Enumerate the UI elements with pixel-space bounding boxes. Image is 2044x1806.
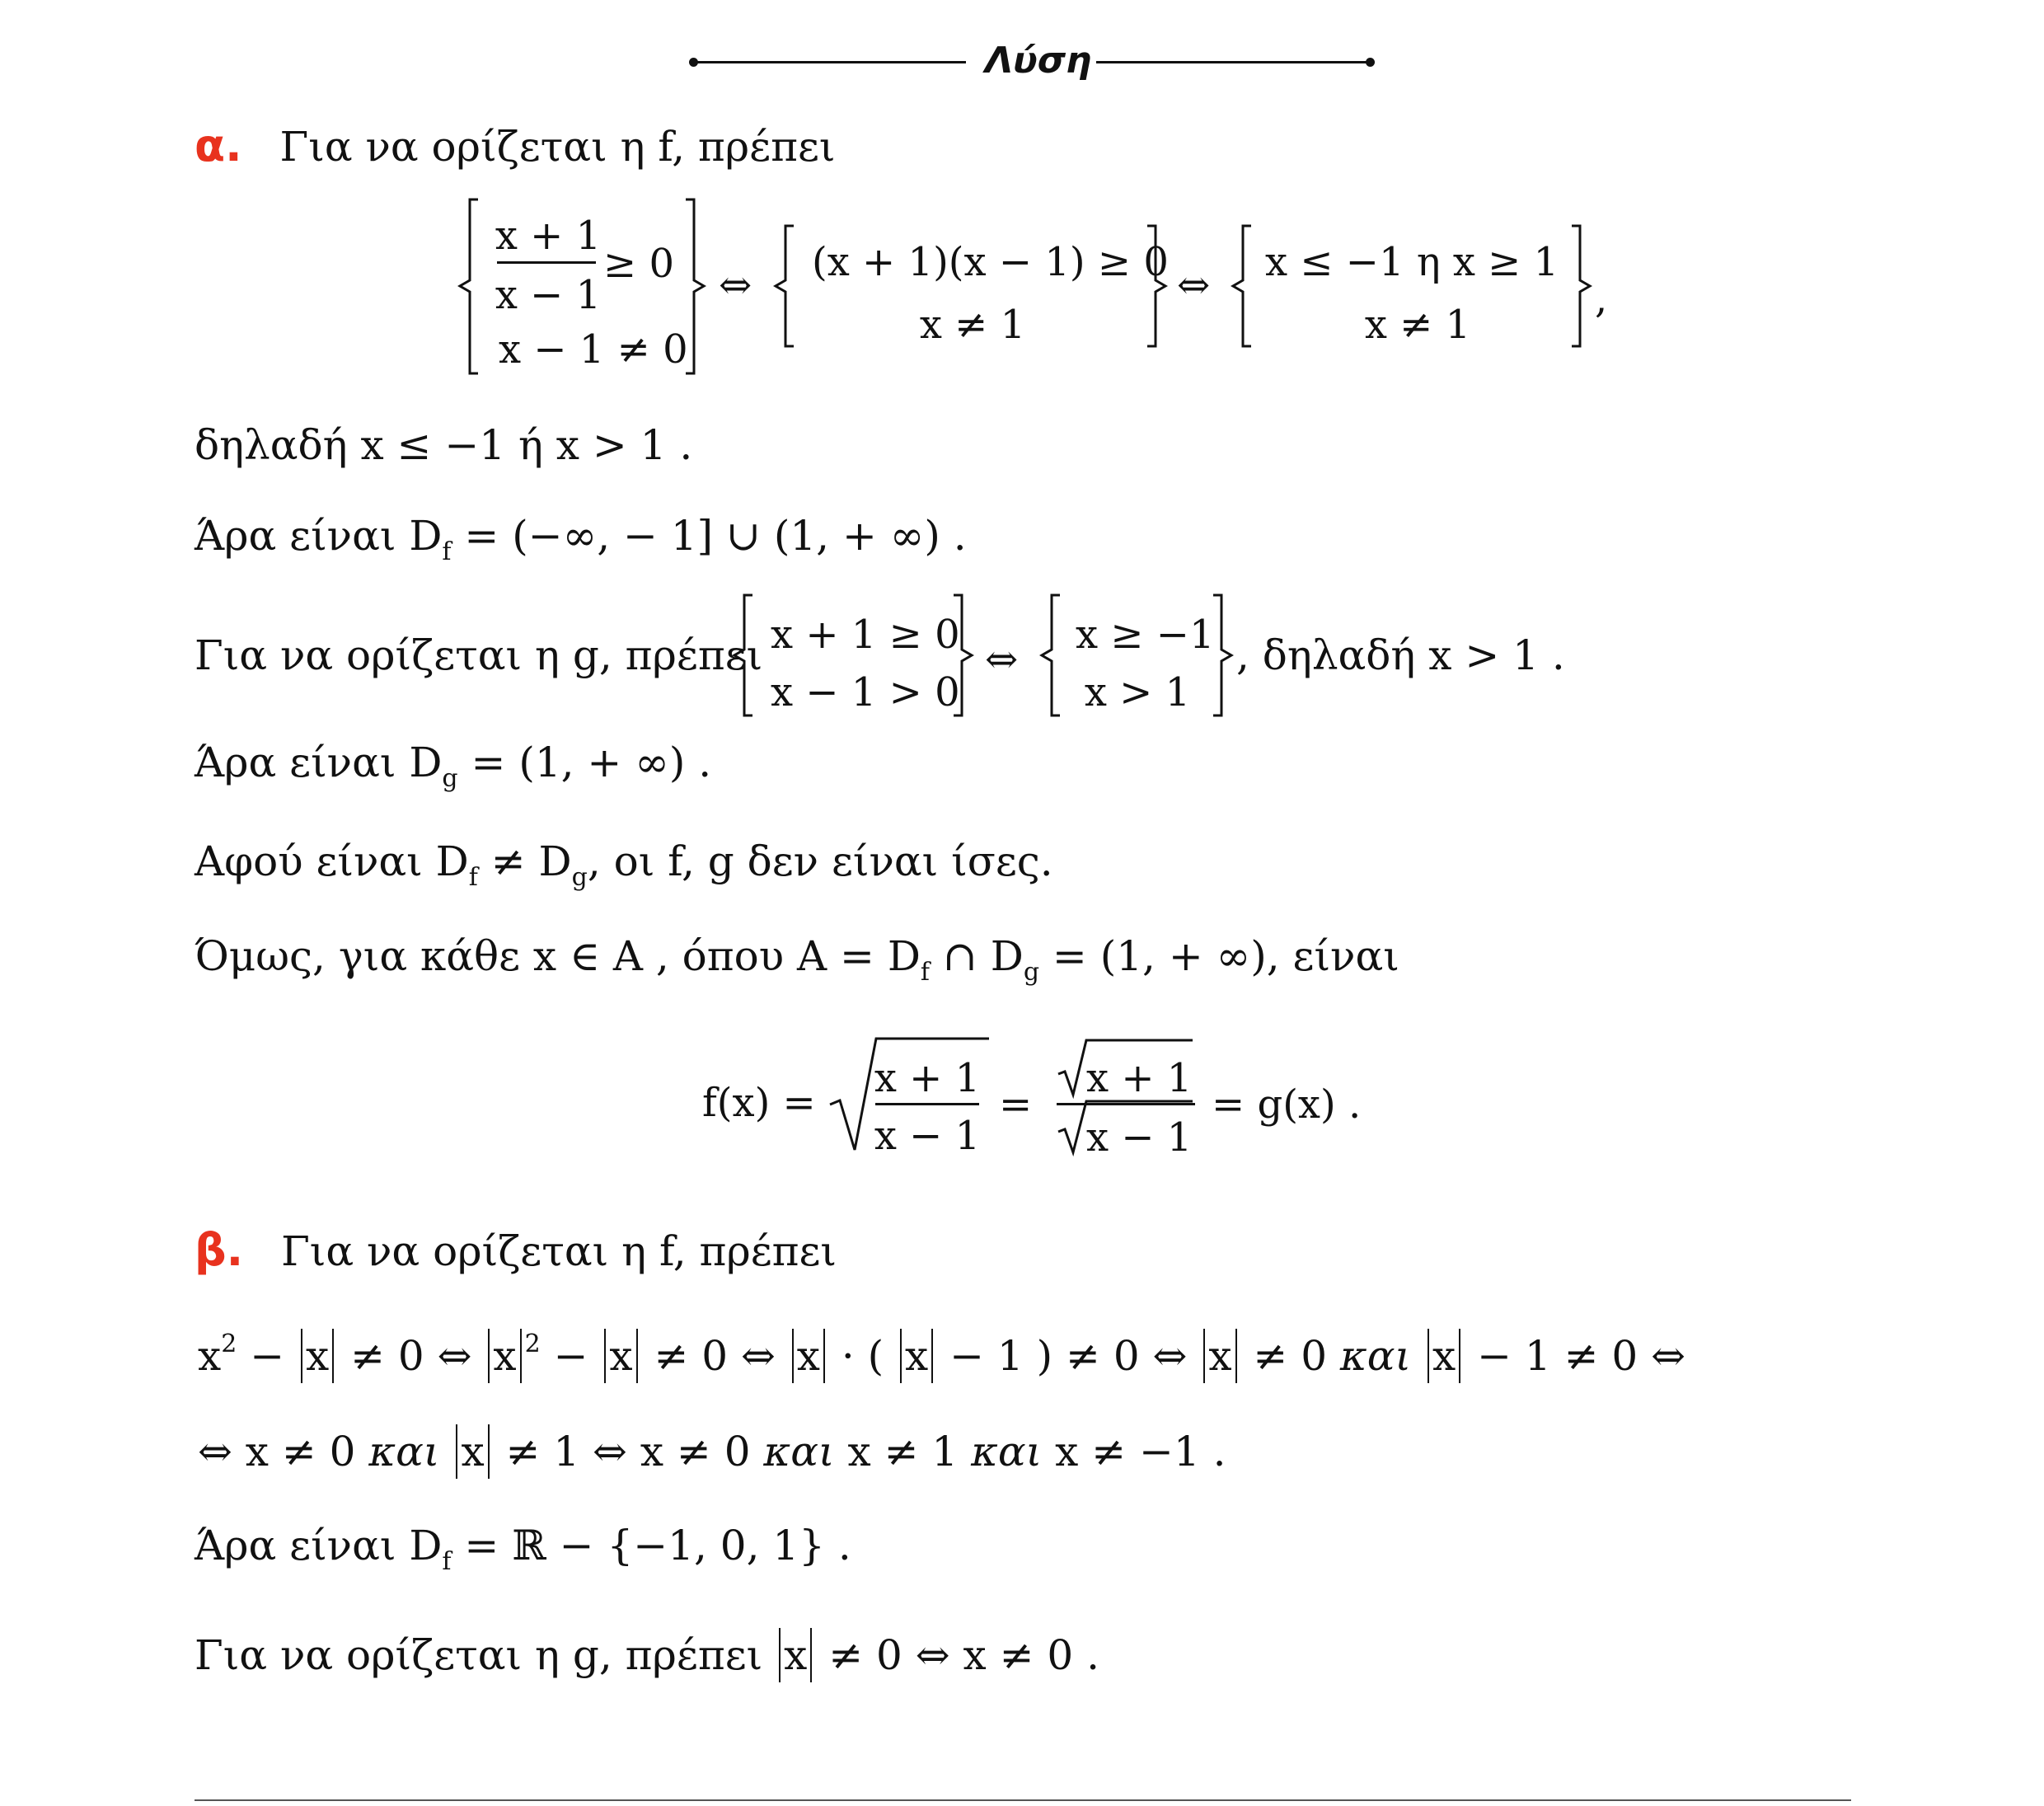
b1-tail: − 1 ≠ 0 ⇔ <box>1464 1332 1685 1380</box>
system-3-right-brace <box>1570 224 1595 348</box>
b1-sup: 2 <box>221 1330 237 1358</box>
abs-bar <box>931 1329 933 1383</box>
equation-rhs: = g(x) . <box>1212 1081 1362 1128</box>
iff-3: ⇔ <box>985 636 1019 683</box>
domain-g-a-prefix: Άρα είναι D <box>195 739 443 786</box>
b2-e: x ≠ 1 <box>834 1428 972 1475</box>
domain-g-a-sub: g <box>442 764 458 793</box>
abs-bar <box>810 1628 812 1682</box>
b1-space <box>1411 1332 1424 1380</box>
b2-absx: x <box>461 1428 485 1475</box>
b2-kai-3: και <box>971 1428 1043 1475</box>
domain-f-a-rest: = (−∞, − 1] ∪ (1, + ∞) . <box>451 512 967 560</box>
part-b-line-2 <box>198 1424 1226 1479</box>
intersection-sub-g: g <box>1023 958 1040 987</box>
abs-bar <box>1203 1329 1205 1383</box>
domains-not-equal-sub-f: f <box>468 863 478 892</box>
b1-absx7: x <box>1432 1332 1456 1380</box>
intersection-sub-f: f <box>920 958 931 987</box>
b1-dot: · ( <box>827 1332 898 1380</box>
part-a-intro-text: Για να ορίζεται η f, πρέπει <box>279 123 836 171</box>
domain-g-b <box>195 1628 1099 1682</box>
domain-g-b-rest: ≠ 0 ⇔ x ≠ 0 . <box>815 1631 1099 1679</box>
equation-rnum: x + 1 <box>1086 1055 1193 1101</box>
b1-x: x <box>198 1332 222 1380</box>
g-domain-intro: Για να ορίζεται η g, πρέπει <box>195 631 763 679</box>
domain-g-a-rest: = (1, + ∞) . <box>457 739 712 786</box>
domain-g-b-prefix: Για να ορίζεται η g, πρέπει <box>195 1631 776 1679</box>
equation-rfrac-bar <box>1057 1103 1195 1105</box>
b1-absx2: x <box>493 1332 517 1380</box>
b1-minus2: − <box>540 1332 602 1380</box>
abs-bar <box>792 1329 794 1383</box>
system-3-row-1: x ≤ −1 η x ≥ 1 <box>1265 239 1559 285</box>
abs-bar <box>1459 1329 1460 1383</box>
b2-kai-2: και <box>763 1428 835 1475</box>
g-system-1-row-2: x − 1 > 0 <box>771 669 960 715</box>
b1-neq4: ≠ 0 <box>1240 1332 1340 1380</box>
part-a-intro <box>195 120 836 171</box>
abs-bar <box>488 1329 490 1383</box>
abs-bar <box>823 1329 825 1383</box>
b1-neq2: ≠ 0 ⇔ <box>640 1332 789 1380</box>
b1-absx3: x <box>609 1332 633 1380</box>
b1-absx: x <box>305 1332 330 1380</box>
system-1-left-brace <box>455 198 480 375</box>
b1-minus: − <box>237 1332 298 1380</box>
b2-a: ⇔ x ≠ 0 <box>198 1428 369 1475</box>
b1-kai: και <box>1339 1332 1412 1380</box>
header-dot-right <box>1366 58 1375 67</box>
b2-d: ≠ 1 ⇔ x ≠ 0 <box>492 1428 764 1475</box>
intersection-line <box>195 932 1399 987</box>
g-system-1-row-1: x + 1 ≥ 0 <box>771 612 960 658</box>
intersection-rest: = (1, + ∞), είναι <box>1039 932 1399 980</box>
domains-not-equal-sub-g: g <box>571 863 588 892</box>
system-3-comma: , <box>1595 276 1608 322</box>
abs-bar <box>779 1628 781 1682</box>
g-system-2-row-1: x ≥ −1 <box>1076 612 1215 658</box>
domains-not-equal-rest: , οι f, g δεν είναι ίσες. <box>587 837 1053 885</box>
system-1-right-brace <box>684 198 709 375</box>
system-1-fraction-denominator: x − 1 <box>495 272 602 318</box>
domain-g-a <box>195 739 712 793</box>
system-1-ge: ≥ 0 <box>603 241 675 287</box>
b1-neq3: − 1 ) ≠ 0 ⇔ <box>936 1332 1201 1380</box>
abs-bar <box>488 1424 490 1479</box>
system-2-row-1: (x + 1)(x − 1) ≥ 0 <box>812 239 1169 285</box>
b1-sup2: 2 <box>524 1330 541 1358</box>
domain-f-a-prefix: Άρα είναι D <box>195 512 443 560</box>
system-1-fraction-numerator: x + 1 <box>495 213 602 259</box>
system-2-left-brace <box>771 224 795 348</box>
part-a-conclusion: δηλαδή x ≤ −1 ή x > 1 . <box>195 421 693 469</box>
iff-2: ⇔ <box>1177 262 1211 308</box>
abs-bar <box>301 1329 302 1383</box>
equation-den: x − 1 <box>874 1113 981 1159</box>
intersection-mid: ∩ D <box>930 932 1024 980</box>
intersection-prefix: Όμως, για κάθε x ∈ A , όπου A = D <box>195 932 921 980</box>
b1-absx5: x <box>905 1332 929 1380</box>
domain-f-b <box>195 1522 851 1576</box>
system-1-fraction-bar <box>497 261 596 264</box>
system-2-right-brace <box>1146 224 1170 348</box>
part-b-intro-text: Για να ορίζεται η f, πρέπει <box>281 1227 837 1275</box>
equation-equals: = <box>999 1081 1033 1128</box>
domain-g-b-x: x <box>784 1631 808 1679</box>
header-dot-left <box>689 58 698 67</box>
equation-rden: x − 1 <box>1086 1114 1193 1161</box>
system-2-row-2: x ≠ 1 <box>919 302 1026 348</box>
equation-num: x + 1 <box>874 1055 981 1101</box>
g-domain-tail: , δηλαδή x > 1 . <box>1236 631 1565 679</box>
header-title: Λύση <box>985 40 1092 82</box>
abs-bar <box>604 1329 606 1383</box>
domains-not-equal <box>195 837 1053 892</box>
g-system-1-left-brace <box>729 593 754 717</box>
abs-bar <box>636 1329 638 1383</box>
system-3-left-brace <box>1228 224 1253 348</box>
abs-bar <box>1235 1329 1237 1383</box>
domain-f-b-sub: f <box>442 1547 452 1576</box>
b2-kai-1: και <box>368 1428 440 1475</box>
part-b-line-1 <box>198 1329 1685 1383</box>
b1-absx4: x <box>796 1332 820 1380</box>
system-3-row-2: x ≠ 1 <box>1364 302 1471 348</box>
domain-f-a <box>195 512 967 566</box>
b1-absx6: x <box>1208 1332 1232 1380</box>
part-b-label: β. <box>195 1224 244 1276</box>
domains-not-equal-mid: ≠ D <box>477 837 572 885</box>
g-system-2-right-brace <box>1212 593 1236 717</box>
footer-rule <box>195 1799 1851 1801</box>
iff-1: ⇔ <box>719 262 752 308</box>
abs-bar <box>1428 1329 1429 1383</box>
domain-f-b-rest: = ℝ − {−1, 0, 1} . <box>451 1522 851 1569</box>
equation-frac-bar <box>875 1103 979 1105</box>
abs-bar <box>332 1329 334 1383</box>
domain-f-a-sub: f <box>442 537 452 566</box>
system-1-row-2: x − 1 ≠ 0 <box>499 326 688 373</box>
abs-bar <box>520 1329 522 1383</box>
b2-b <box>440 1428 453 1475</box>
g-system-1-right-brace <box>952 593 977 717</box>
g-system-2-left-brace <box>1037 593 1062 717</box>
domain-f-b-prefix: Άρα είναι D <box>195 1522 443 1569</box>
domains-not-equal-prefix: Αφού είναι D <box>195 837 469 885</box>
header-rule-left <box>694 61 966 63</box>
header-rule-right <box>1096 61 1368 63</box>
equation-lhs: f(x) = <box>702 1080 816 1126</box>
part-b-intro <box>195 1224 837 1276</box>
b1-neq: ≠ 0 ⇔ <box>337 1332 485 1380</box>
abs-bar <box>900 1329 902 1383</box>
part-a-label: α. <box>195 120 242 171</box>
abs-bar <box>456 1424 457 1479</box>
g-system-2-row-2: x > 1 <box>1084 669 1191 715</box>
b2-f: x ≠ −1 . <box>1042 1428 1226 1475</box>
